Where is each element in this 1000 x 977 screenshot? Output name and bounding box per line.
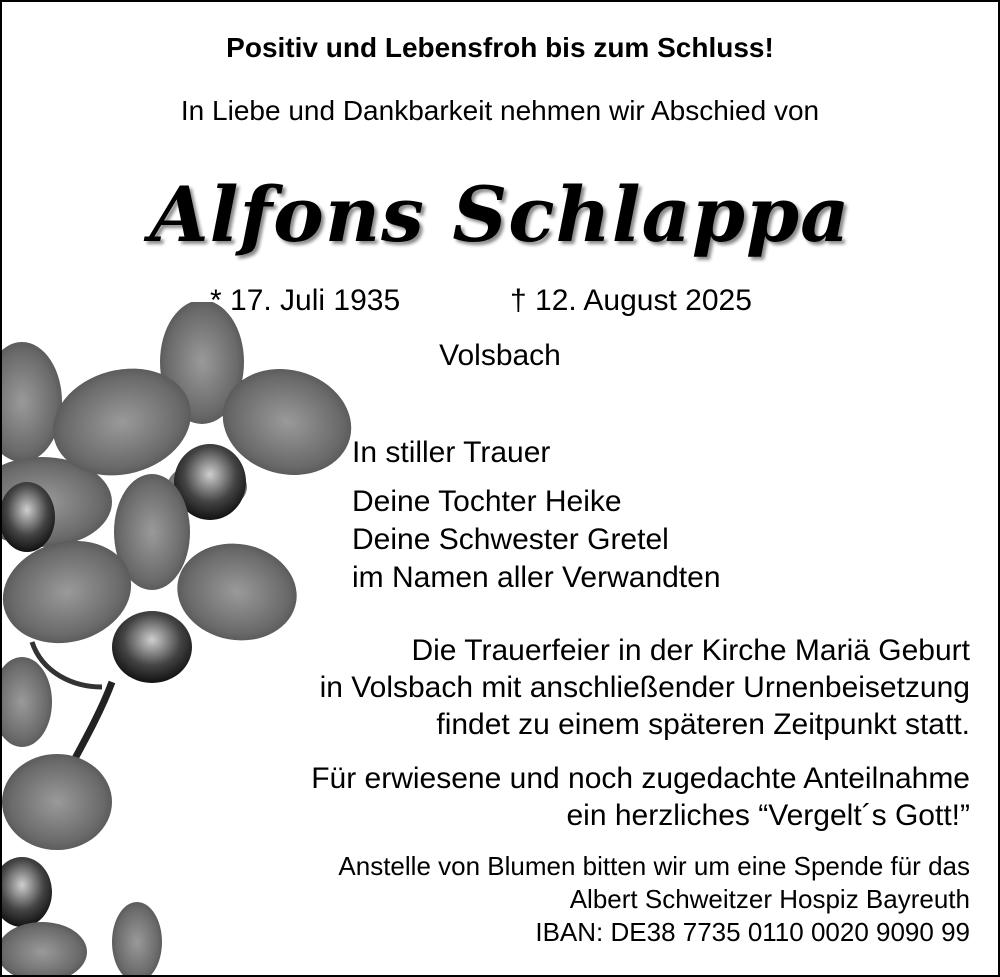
intro-text: In Liebe und Dankbarkeit nehmen wir Abschied von (180, 95, 820, 126)
mourner-line: Deine Tochter Heike (352, 485, 622, 518)
iban: IBAN: DE38 7735 0110 0020 9090 99 (535, 917, 970, 947)
place: Volsbach (439, 339, 561, 372)
funeral-line: findet zu einem späteren Zeitpunkt statt. (436, 708, 970, 741)
birth-date: * 17. Juli 1935 (210, 284, 401, 317)
funeral-info (320, 632, 970, 743)
thanks-line: ein herzliches “Vergelt´s Gott!” (566, 799, 970, 832)
thanks-text (311, 760, 970, 834)
orchid-branch-icon (2, 302, 362, 975)
funeral-line: in Volsbach mit anschließender Urnenbeisetzung (319, 671, 970, 704)
deceased-name: Alfons Schlappa (149, 170, 851, 259)
donation-line: Albert Schweitzer Hospiz Bayreuth (569, 884, 970, 914)
mourner-line: im Namen aller Verwandten (352, 561, 721, 594)
death-date: † 12. August 2025 (510, 284, 752, 317)
mourning-heading: In stiller Trauer (352, 436, 551, 469)
thanks-line: Für erwiesene und noch zugedachte Anteilnahme (311, 762, 970, 795)
mourners-list (352, 483, 721, 597)
mourner-line: Deine Schwester Gretel (352, 523, 669, 556)
donation-line: Anstelle von Blumen bitten wir um eine Spende für das (338, 851, 970, 881)
funeral-line: Die Trauerfeier in der Kirche Mariä Geburt (411, 634, 970, 667)
motto: Positiv und Lebensfroh bis zum Schluss! (226, 32, 774, 63)
donation-info (338, 850, 970, 949)
